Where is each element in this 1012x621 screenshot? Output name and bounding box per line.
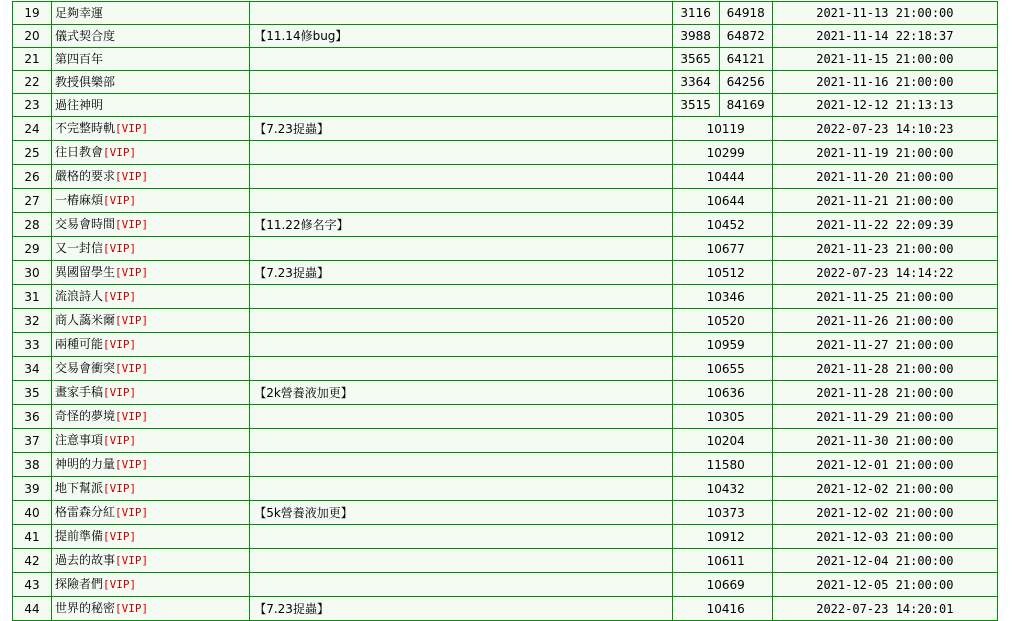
chapter-title-link[interactable]: 過往神明 (55, 98, 104, 112)
chapter-number: 34 (13, 357, 51, 380)
chapter-update-time: 2021-11-15 21:00:00 (773, 48, 997, 70)
chapter-word-count: 10959 (673, 333, 772, 356)
chapter-title-cell (52, 549, 249, 572)
chapter-title-cell (52, 309, 249, 332)
chapter-number: 41 (13, 525, 51, 548)
chapter-number: 36 (13, 405, 51, 428)
chapter-title-link[interactable]: 往日教會 (55, 145, 104, 159)
chapter-note (250, 141, 671, 164)
chapter-title-cell (52, 2, 249, 24)
chapter-title-link[interactable]: 過去的故事 (55, 553, 116, 567)
chapter-update-time: 2021-12-05 21:00:00 (773, 573, 997, 596)
chapter-title-link[interactable]: 不完整時軌 (55, 121, 116, 135)
chapter-update-time: 2021-12-03 21:00:00 (773, 525, 997, 548)
chapter-stat-b: 84169 (720, 94, 772, 116)
chapter-number: 23 (13, 94, 51, 116)
chapter-title-link[interactable]: 嚴格的要求 (55, 169, 116, 183)
chapter-row (13, 525, 997, 548)
chapter-update-time: 2022-07-23 14:10:23 (773, 117, 997, 140)
chapter-word-count: 10432 (673, 477, 772, 500)
chapter-word-count: 10677 (673, 237, 772, 260)
chapter-table-container (12, 1, 998, 621)
chapter-word-count: 10912 (673, 525, 772, 548)
chapter-stat-b: 64918 (720, 2, 772, 24)
chapter-title-link[interactable]: 流浪詩人 (55, 289, 104, 303)
chapter-row (13, 165, 997, 188)
chapter-stat-b: 64256 (720, 71, 772, 93)
vip-badge: [VIP] (115, 266, 149, 279)
chapter-title-cell (52, 237, 249, 260)
chapter-note (250, 549, 671, 572)
vip-badge: [VIP] (103, 338, 137, 351)
chapter-title-link[interactable]: 足夠幸運 (55, 6, 104, 20)
chapter-word-count: 10611 (673, 549, 772, 572)
chapter-title-cell (52, 333, 249, 356)
chapter-row (13, 573, 997, 596)
chapter-word-count: 10204 (673, 429, 772, 452)
chapter-row (13, 141, 997, 164)
chapter-title-cell (52, 189, 249, 212)
chapter-title-link[interactable]: 又一封信 (55, 241, 104, 255)
chapter-number: 32 (13, 309, 51, 332)
chapter-row (13, 117, 997, 140)
vip-badge: [VIP] (103, 290, 137, 303)
chapter-title-link[interactable]: 教授俱樂部 (55, 75, 116, 89)
chapter-word-count: 10119 (673, 117, 772, 140)
chapter-title-link[interactable]: 探險者們 (55, 577, 104, 591)
chapter-number: 33 (13, 333, 51, 356)
chapter-word-count: 10452 (673, 213, 772, 236)
chapter-title-link[interactable]: 交易會衝突 (55, 361, 116, 375)
chapter-title-link[interactable]: 一樁麻煩 (55, 193, 104, 207)
chapter-row (13, 25, 997, 47)
chapter-update-time: 2021-11-30 21:00:00 (773, 429, 997, 452)
chapter-stat-b: 64121 (720, 48, 772, 70)
chapter-word-count: 10669 (673, 573, 772, 596)
chapter-update-time: 2021-11-27 21:00:00 (773, 333, 997, 356)
chapter-title-cell (52, 405, 249, 428)
chapter-title-cell (52, 48, 249, 70)
chapter-number: 21 (13, 48, 51, 70)
chapter-number: 42 (13, 549, 51, 572)
chapter-word-count: 11580 (673, 453, 772, 476)
chapter-title-link[interactable]: 兩種可能 (55, 337, 104, 351)
chapter-number: 28 (13, 213, 51, 236)
vip-badge: [VIP] (115, 122, 149, 135)
chapter-update-time: 2021-11-25 21:00:00 (773, 285, 997, 308)
chapter-title-link[interactable]: 第四百年 (55, 52, 104, 66)
chapter-title-cell (52, 285, 249, 308)
chapter-update-time: 2021-12-12 21:13:13 (773, 94, 997, 116)
chapter-title-cell (52, 117, 249, 140)
chapter-number: 30 (13, 261, 51, 284)
vip-badge: [VIP] (115, 458, 149, 471)
chapter-title-cell (52, 573, 249, 596)
vip-badge: [VIP] (115, 362, 149, 375)
chapter-number: 20 (13, 25, 51, 47)
chapter-row (13, 597, 997, 620)
chapter-update-time: 2021-11-29 21:00:00 (773, 405, 997, 428)
chapter-note (250, 477, 671, 500)
chapter-note: 【2k營養液加更】 (250, 381, 671, 404)
chapter-stat-b: 64872 (720, 25, 772, 47)
chapter-update-time: 2021-12-02 21:00:00 (773, 477, 997, 500)
chapter-note: 【11.14修bug】 (250, 25, 671, 47)
chapter-word-count: 10444 (673, 165, 772, 188)
chapter-row (13, 357, 997, 380)
chapter-note (250, 2, 671, 24)
chapter-title-link[interactable]: 異國留學生 (55, 265, 116, 279)
chapter-title-cell (52, 597, 249, 620)
chapter-title-cell (52, 25, 249, 47)
chapter-row (13, 94, 997, 116)
chapter-stat-a: 3988 (673, 25, 719, 47)
chapter-update-time: 2021-11-28 21:00:00 (773, 381, 997, 404)
chapter-word-count: 10512 (673, 261, 772, 284)
chapter-number: 43 (13, 573, 51, 596)
chapter-update-time: 2021-11-22 22:09:39 (773, 213, 997, 236)
chapter-number: 39 (13, 477, 51, 500)
chapter-row (13, 2, 997, 24)
chapter-number: 38 (13, 453, 51, 476)
chapter-note: 【7.23捉蟲】 (250, 597, 671, 620)
chapter-note: 【5k營養液加更】 (250, 501, 671, 524)
vip-badge: [VIP] (115, 314, 149, 327)
chapter-update-time: 2021-12-01 21:00:00 (773, 453, 997, 476)
chapter-word-count: 10373 (673, 501, 772, 524)
chapter-note: 【11.22修名字】 (250, 213, 671, 236)
vip-badge: [VIP] (103, 530, 137, 543)
chapter-table (12, 1, 998, 621)
chapter-update-time: 2022-07-23 14:20:01 (773, 597, 997, 620)
chapter-title-cell (52, 453, 249, 476)
chapter-note (250, 429, 671, 452)
chapter-row (13, 285, 997, 308)
chapter-note (250, 309, 671, 332)
chapter-word-count: 10655 (673, 357, 772, 380)
chapter-update-time: 2021-11-14 22:18:37 (773, 25, 997, 47)
chapter-row (13, 213, 997, 236)
chapter-title-link[interactable]: 交易會時間 (55, 217, 116, 231)
vip-badge: [VIP] (115, 554, 149, 567)
chapter-update-time: 2021-11-13 21:00:00 (773, 2, 997, 24)
chapter-number: 40 (13, 501, 51, 524)
chapter-number: 37 (13, 429, 51, 452)
chapter-stat-a: 3364 (673, 71, 719, 93)
chapter-note (250, 285, 671, 308)
chapter-row (13, 405, 997, 428)
chapter-update-time: 2022-07-23 14:14:22 (773, 261, 997, 284)
chapter-word-count: 10644 (673, 189, 772, 212)
chapter-number: 35 (13, 381, 51, 404)
chapter-note (250, 165, 671, 188)
chapter-number: 29 (13, 237, 51, 260)
chapter-title-cell (52, 429, 249, 452)
chapter-row (13, 237, 997, 260)
chapter-title-link[interactable]: 注意事項 (55, 433, 104, 447)
chapter-note (250, 48, 671, 70)
chapter-title-cell (52, 357, 249, 380)
chapter-row (13, 501, 997, 524)
chapter-title-cell (52, 525, 249, 548)
chapter-row (13, 453, 997, 476)
chapter-title-cell (52, 94, 249, 116)
chapter-note (250, 189, 671, 212)
chapter-title-link[interactable]: 格雷森分紅 (55, 505, 116, 519)
chapter-note (250, 573, 671, 596)
chapter-number: 25 (13, 141, 51, 164)
chapter-title-link[interactable]: 提前準備 (55, 529, 104, 543)
chapter-update-time: 2021-11-20 21:00:00 (773, 165, 997, 188)
chapter-title-link[interactable]: 世界的秘密 (55, 601, 116, 615)
chapter-stat-a: 3116 (673, 2, 719, 24)
chapter-note (250, 333, 671, 356)
chapter-number: 27 (13, 189, 51, 212)
vip-badge: [VIP] (103, 146, 137, 159)
vip-badge: [VIP] (103, 242, 137, 255)
chapter-row (13, 429, 997, 452)
chapter-row (13, 189, 997, 212)
chapter-row (13, 381, 997, 404)
chapter-row (13, 71, 997, 93)
chapter-title-cell (52, 381, 249, 404)
chapter-title-cell (52, 213, 249, 236)
chapter-update-time: 2021-11-16 21:00:00 (773, 71, 997, 93)
chapter-note: 【7.23捉蟲】 (250, 261, 671, 284)
chapter-title-cell (52, 165, 249, 188)
chapter-title-link[interactable]: 神明的力量 (55, 457, 116, 471)
vip-badge: [VIP] (103, 578, 137, 591)
chapter-title-cell (52, 501, 249, 524)
chapter-row (13, 309, 997, 332)
chapter-note (250, 237, 671, 260)
chapter-update-time: 2021-11-26 21:00:00 (773, 309, 997, 332)
chapter-number: 24 (13, 117, 51, 140)
chapter-note: 【7.23捉蟲】 (250, 117, 671, 140)
chapter-note (250, 525, 671, 548)
vip-badge: [VIP] (115, 218, 149, 231)
vip-badge: [VIP] (115, 170, 149, 183)
vip-badge: [VIP] (103, 482, 137, 495)
chapter-note (250, 94, 671, 116)
chapter-title-cell (52, 477, 249, 500)
chapter-title-link[interactable]: 奇怪的夢境 (55, 409, 116, 423)
chapter-word-count: 10305 (673, 405, 772, 428)
chapter-word-count: 10636 (673, 381, 772, 404)
chapter-row (13, 333, 997, 356)
chapter-number: 44 (13, 597, 51, 620)
vip-badge: [VIP] (103, 386, 137, 399)
chapter-title-link[interactable]: 商人藹米爾 (55, 313, 116, 327)
chapter-title-link[interactable]: 地下幫派 (55, 481, 104, 495)
chapter-word-count: 10346 (673, 285, 772, 308)
chapter-note (250, 71, 671, 93)
vip-badge: [VIP] (103, 434, 137, 447)
chapter-row (13, 549, 997, 572)
chapter-number: 19 (13, 2, 51, 24)
chapter-row (13, 261, 997, 284)
chapter-title-link[interactable]: 畫家手稿 (55, 385, 104, 399)
chapter-number: 22 (13, 71, 51, 93)
vip-badge: [VIP] (103, 194, 137, 207)
chapter-word-count: 10416 (673, 597, 772, 620)
chapter-title-cell (52, 261, 249, 284)
chapter-row (13, 477, 997, 500)
chapter-update-time: 2021-11-19 21:00:00 (773, 141, 997, 164)
chapter-word-count: 10520 (673, 309, 772, 332)
vip-badge: [VIP] (115, 602, 149, 615)
chapter-title-cell (52, 141, 249, 164)
chapter-update-time: 2021-11-28 21:00:00 (773, 357, 997, 380)
chapter-title-cell (52, 71, 249, 93)
chapter-update-time: 2021-11-21 21:00:00 (773, 189, 997, 212)
vip-badge: [VIP] (115, 506, 149, 519)
chapter-stat-a: 3565 (673, 48, 719, 70)
chapter-number: 26 (13, 165, 51, 188)
chapter-update-time: 2021-11-23 21:00:00 (773, 237, 997, 260)
vip-badge: [VIP] (115, 410, 149, 423)
chapter-number: 31 (13, 285, 51, 308)
chapter-word-count: 10299 (673, 141, 772, 164)
chapter-row (13, 48, 997, 70)
chapter-update-time: 2021-12-02 21:00:00 (773, 501, 997, 524)
chapter-table-body (13, 2, 997, 620)
chapter-note (250, 405, 671, 428)
chapter-stat-a: 3515 (673, 94, 719, 116)
chapter-note (250, 357, 671, 380)
chapter-title-link[interactable]: 儀式契合度 (55, 29, 116, 43)
chapter-update-time: 2021-12-04 21:00:00 (773, 549, 997, 572)
chapter-note (250, 453, 671, 476)
